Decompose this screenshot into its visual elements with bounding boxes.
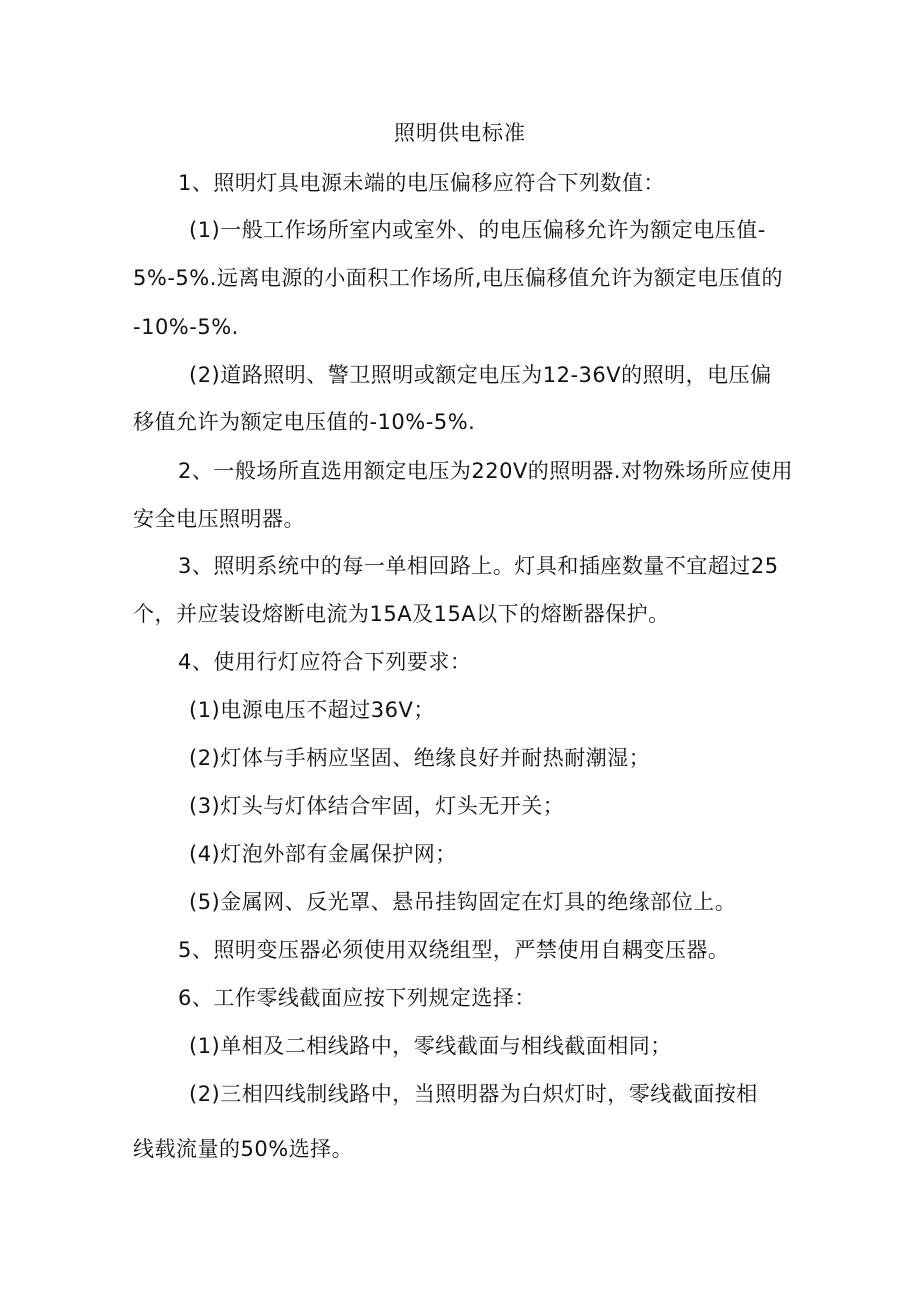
clause-1-item-1-line-3: -10%-5%. bbox=[133, 315, 239, 339]
clause-1-item-2-line-1: (2)道路照明、警卫照明或额定电压为12-36V的照明，电压偏 bbox=[189, 363, 772, 387]
clause-3-line-2: 个，并应装设熔断电流为15A及15A以下的熔断器保护。 bbox=[133, 602, 670, 626]
clause-3-line-1: 3、照明系统中的每一单相回路上。灯具和插座数量不宜超过25 bbox=[178, 554, 779, 578]
clause-6-item-2-line-1: (2)三相四线制线路中，当照明器为白炽灯时，零线截面按相 bbox=[189, 1082, 758, 1106]
clause-6-item-2-line-2: 线载流量的50%选择。 bbox=[133, 1137, 354, 1161]
clause-4-item-1: (1)电源电压不超过36V； bbox=[189, 698, 435, 722]
document-title: 照明供电标准 bbox=[394, 121, 526, 145]
clause-4-heading: 4、使用行灯应符合下列要求： bbox=[178, 650, 472, 674]
clause-1-item-1-line-1: (1)一般工作场所室内或室外、的电压偏移允许为额定电压值- bbox=[189, 218, 766, 242]
clause-1-item-2-line-2: 移值允许为额定电压值的-10%-5%. bbox=[133, 410, 476, 434]
clause-2-line-2: 安全电压照明器。 bbox=[133, 507, 305, 531]
clause-4-item-2: (2)灯体与手柄应坚固、绝缘良好并耐热耐潮湿； bbox=[189, 746, 651, 770]
clause-1-heading: 1、照明灯具电源未端的电压偏移应符合下列数值： bbox=[178, 171, 665, 195]
clause-2-line-1: 2、一般场所直选用额定电压为220V的照明器.对物殊场所应使用 bbox=[178, 459, 793, 483]
clause-5: 5、照明变压器必须使用双绕组型，严禁使用自耦变压器。 bbox=[178, 938, 730, 962]
clause-4-item-5: (5)金属网、反光罩、悬吊挂钩固定在灯具的绝缘部位上。 bbox=[189, 890, 737, 914]
clause-4-item-3: (3)灯头与灯体结合牢固，灯头无开关； bbox=[189, 794, 565, 818]
clause-6-heading: 6、工作零线截面应按下列规定选择： bbox=[178, 986, 536, 1010]
clause-1-item-1-line-2: 5%-5%.远离电源的小面积工作场所,电压偏移值允许为额定电压值的 bbox=[133, 266, 784, 290]
clause-6-item-1: (1)单相及二相线路中，零线截面与相线截面相同； bbox=[189, 1034, 672, 1058]
clause-4-item-4: (4)灯泡外部有金属保护网； bbox=[189, 842, 457, 866]
